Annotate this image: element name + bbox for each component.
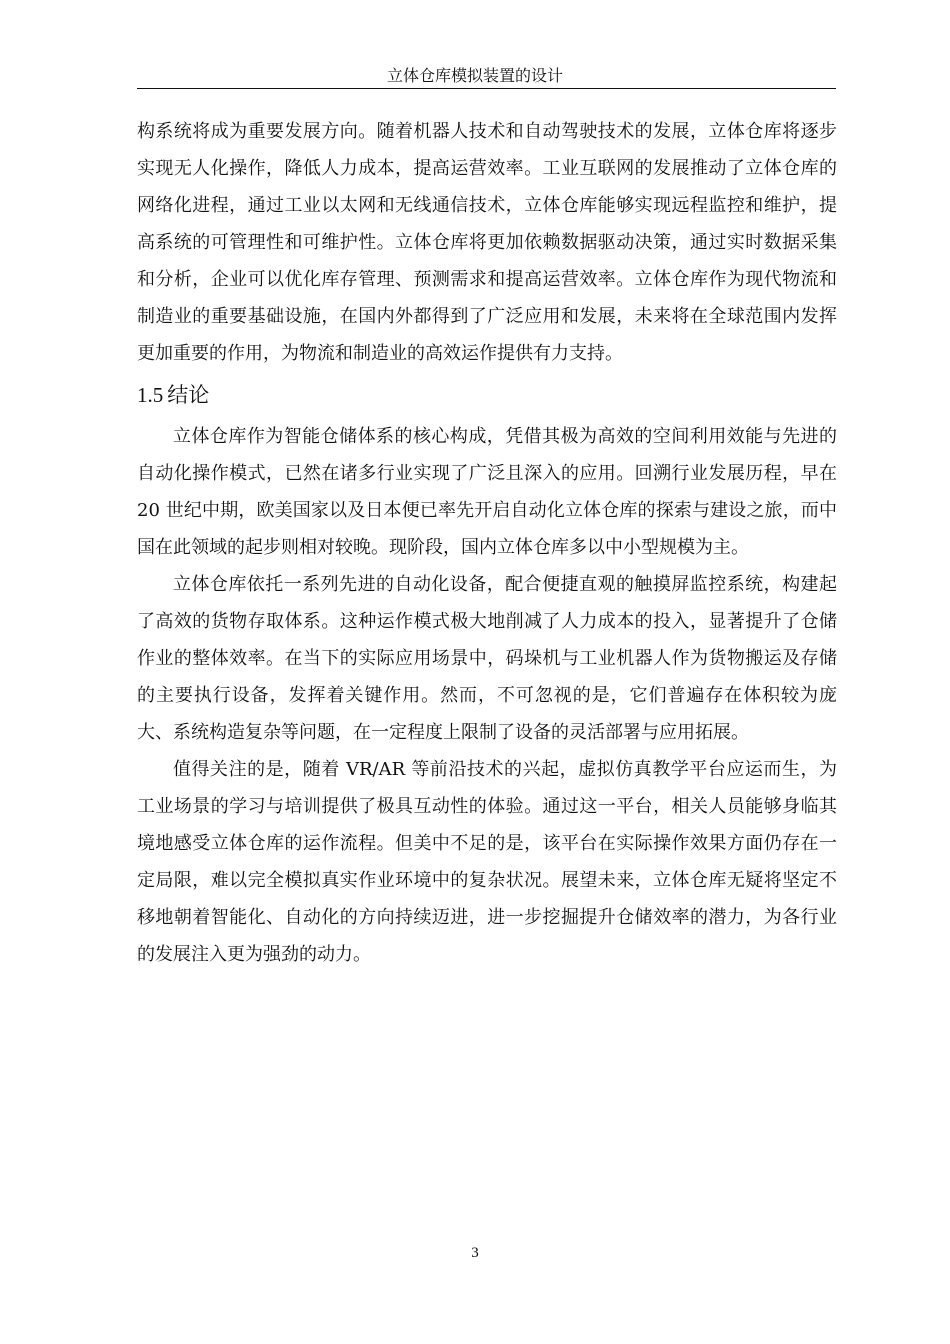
page-number: 3 [471,1245,479,1261]
body-paragraph: 立体仓库作为智能仓储体系的核心构成，凭借其极为高效的空间利用效能与先进的自动化操作模式，已然在诸多行业实现了广泛且深入的应用。回溯行业发展历程，早在 20 世纪中期，欧美国家以及日本便已率先开启自动化立体仓库的探索与建设之旅，而中国在此领域的起步则相对较晚。现阶段，国内立体仓库多以中小型规模为主。 [137,426,837,558]
continuation-paragraph: 构系统将成为重要发展方向。随着机器人技术和自动驾驶技术的发展，立体仓库将逐步实现无人化操作，降低人力成本，提高运营效率。工业互联网的发展推动了立体仓库的网络化进程，通过工业以太网和无线通信技术，立体仓库能够实现远程监控和维护，提高系统的可管理性和可维护性。立体仓库将更加依赖数据驱动决策，通过实时数据采集和分析，企业可以优化库存管理、预测需求和提高运营效率。立体仓库作为现代物流和制造业的重要基础设施，在国内外都得到了广泛应用和发展，未来将在全球范围内发挥更加重要的作用，为物流和制造业的高效运作提供有力支持。 [137,121,837,364]
section-title: 结论 [167,383,210,407]
body-paragraph: 立体仓库依托一系列先进的自动化设备，配合便捷直观的触摸屏监控系统，构建起了高效的货物存取体系。这种运作模式极大地削减了人力成本的投入，显著提升了仓储作业的整体效率。在当下的实际应用场景中，码垛机与工业机器人作为货物搬运及存储的主要执行设备，发挥着关键作用。然而，不可忽视的是，它们普遍存在体积较为庞大、系统构造复杂等问题，在一定程度上限制了设备的灵活部署与应用拓展。 [137,574,837,743]
body-paragraph: 值得关注的是，随着 VR/AR 等前沿技术的兴起，虚拟仿真教学平台应运而生，为工业场景的学习与培训提供了极具互动性的体验。通过这一平台，相关人员能够身临其境地感受立体仓库的运作流程。但美中不足的是，该平台在实际操作效果方面仍存在一定局限，难以完全模拟真实作业环境中的复杂状况。展望未来，立体仓库无疑将坚定不移地朝着智能化、自动化的方向持续迈进，进一步挖掘提升仓储效率的潜力，为各行业的发展注入更为强劲的动力。 [137,759,837,965]
running-header-title: 立体仓库模拟装置的设计 [386,66,563,85]
page-body [137,113,837,973]
section-heading [137,376,837,414]
section-number: 1.5 [137,383,164,407]
header-divider [137,88,836,89]
